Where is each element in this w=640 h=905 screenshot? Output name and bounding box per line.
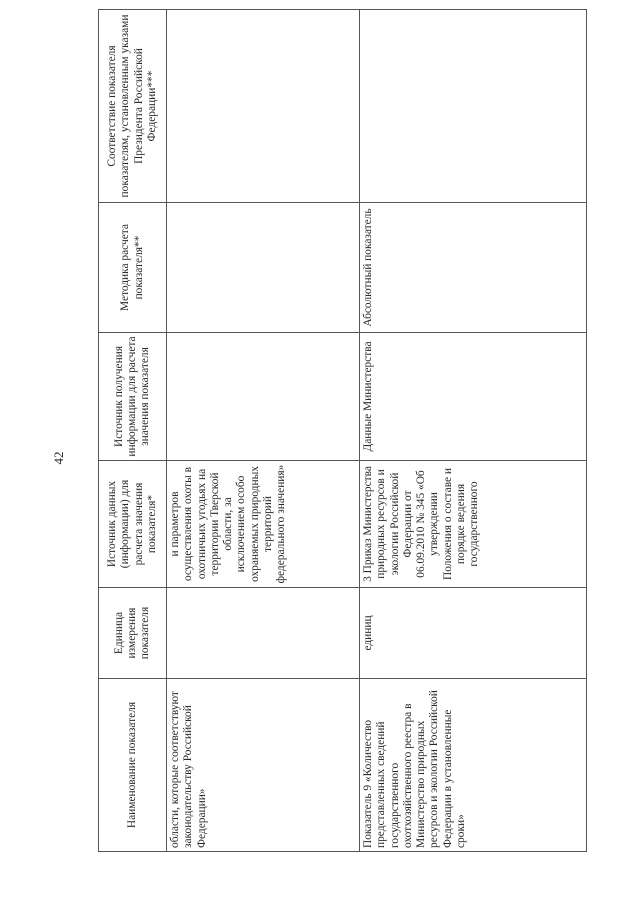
header-compliance: Соответствие показателя показателям, установленным указами Президента Российской Федерации*** xyxy=(99,10,167,203)
cell-unit: единиц xyxy=(360,588,587,679)
cell-name: Показатель 9 «Количество представленных сведений государственного охотхозяйственного реестра в Министерство природных ресурсов и экологии Российской Федерации в установленные сроки» xyxy=(360,679,587,852)
page-number: 42 xyxy=(51,451,66,465)
table-header-row xyxy=(99,10,167,852)
cell-method: Абсолютный показатель xyxy=(360,203,587,333)
cell-unit xyxy=(167,588,360,679)
cell-method xyxy=(167,203,360,333)
cell-data-source: 3 Приказ Министерства природных ресурсов и экологии Российской Федерации от 06.09.2010 № 345 «Об утверждении Положения о составе и порядке ведения государственного xyxy=(360,461,587,588)
cell-compliance xyxy=(167,10,360,203)
cell-info-source xyxy=(167,333,360,461)
header-unit: Единица измерения показателя xyxy=(99,588,167,679)
cell-compliance xyxy=(360,10,587,203)
cell-info-source: Данные Министерства xyxy=(360,333,587,461)
header-method: Методика расчета показателя** xyxy=(99,203,167,333)
header-data-source: Источник данных (информации) для расчета значения показателя* xyxy=(99,461,167,588)
rotated-table-container xyxy=(98,14,586,852)
indicator-table xyxy=(98,9,587,852)
table-row xyxy=(360,10,587,852)
header-name: Наименование показателя xyxy=(99,679,167,852)
table-row xyxy=(167,10,360,852)
cell-data-source: и параметров осуществления охоты в охотничьих угодьях на территории Тверской области, за исключением особо охраняемых природных территорий федерального значения» xyxy=(167,461,360,588)
header-info-source: Источник получения информации для расчета значения показателя xyxy=(99,333,167,461)
cell-name: области, которые соответствуют законодательству Российской Федерации» xyxy=(167,679,360,852)
